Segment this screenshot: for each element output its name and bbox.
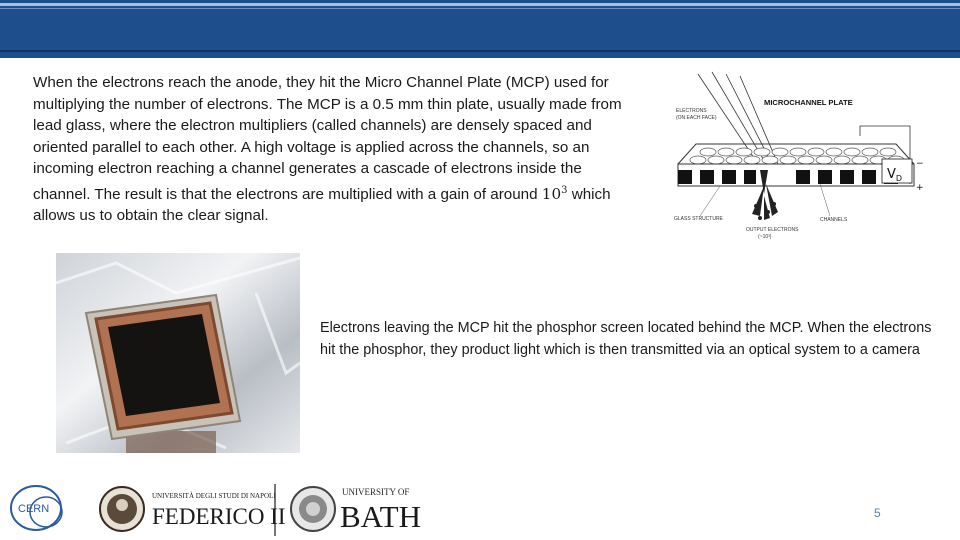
label-electrons: ELECTRONS bbox=[676, 108, 707, 114]
bath-wordmark: BATH bbox=[340, 499, 421, 534]
cern-logo bbox=[11, 486, 62, 530]
page-number: 5 bbox=[874, 506, 881, 520]
main-paragraph-text: When the electrons reach the anode, they hit the Micro Channel Plate (MCP) used for multiplying the number of electrons. The MCP is a 0.5 mm thin plate, usually made from lead glass, where the electron multipliers (called channels) are densely spaced and oriented parallel to each other. A high voltage is applied across the channels, so an incoming electron reaching a channel generates a cascade of electrons inside the channel. The result is that the electrons are multiplied with a gain of around bbox=[33, 74, 622, 203]
channel-grid bbox=[690, 148, 904, 164]
label-output-electrons: OUTPUT ELECTRONS bbox=[746, 227, 799, 233]
federico-university-name: UNIVERSITÀ DEGLI STUDI DI NAPOLI bbox=[152, 492, 276, 500]
label-channels: CHANNELS bbox=[820, 217, 848, 223]
bath-logo bbox=[291, 487, 421, 534]
minus-sign: − bbox=[916, 159, 924, 169]
gain-exponent: 3 bbox=[561, 184, 568, 196]
header-bar bbox=[0, 0, 960, 58]
label-glass-structure: GLASS STRUCTURE bbox=[674, 216, 723, 222]
header-stripe bbox=[0, 8, 960, 9]
gain-base: 10 bbox=[541, 184, 562, 203]
cern-wordmark: CERN bbox=[18, 503, 50, 515]
main-paragraph-end: which allows us to obtain the clear signal. bbox=[33, 185, 611, 225]
label-output-gain: (~10³) bbox=[758, 234, 772, 240]
header-stripe bbox=[0, 3, 960, 6]
voltage-symbol: $V_D$ bbox=[887, 167, 903, 183]
plus-sign: + bbox=[916, 183, 924, 193]
federico-wordmark: FEDERICO II bbox=[152, 504, 286, 529]
mcp-plate bbox=[108, 314, 220, 416]
header-stripe bbox=[0, 50, 960, 52]
bath-university-of: UNIVERSITY OF bbox=[342, 487, 410, 497]
logo-strip bbox=[0, 478, 960, 540]
label-electrons-sub: (ON EACH FACE) bbox=[676, 115, 717, 121]
federico-ii-logo bbox=[100, 484, 286, 536]
mcp-diagram bbox=[660, 66, 930, 246]
photo-caption: Electrons leaving the MCP hit the phosphor screen located behind the MCP. When the electrons hit the phosphor, they product light which is then transmitted via an optical system to a camera bbox=[320, 320, 932, 358]
diagram-title: MICROCHANNEL PLATE bbox=[764, 98, 853, 107]
mcp-photo bbox=[56, 253, 300, 453]
main-paragraph bbox=[33, 72, 643, 227]
